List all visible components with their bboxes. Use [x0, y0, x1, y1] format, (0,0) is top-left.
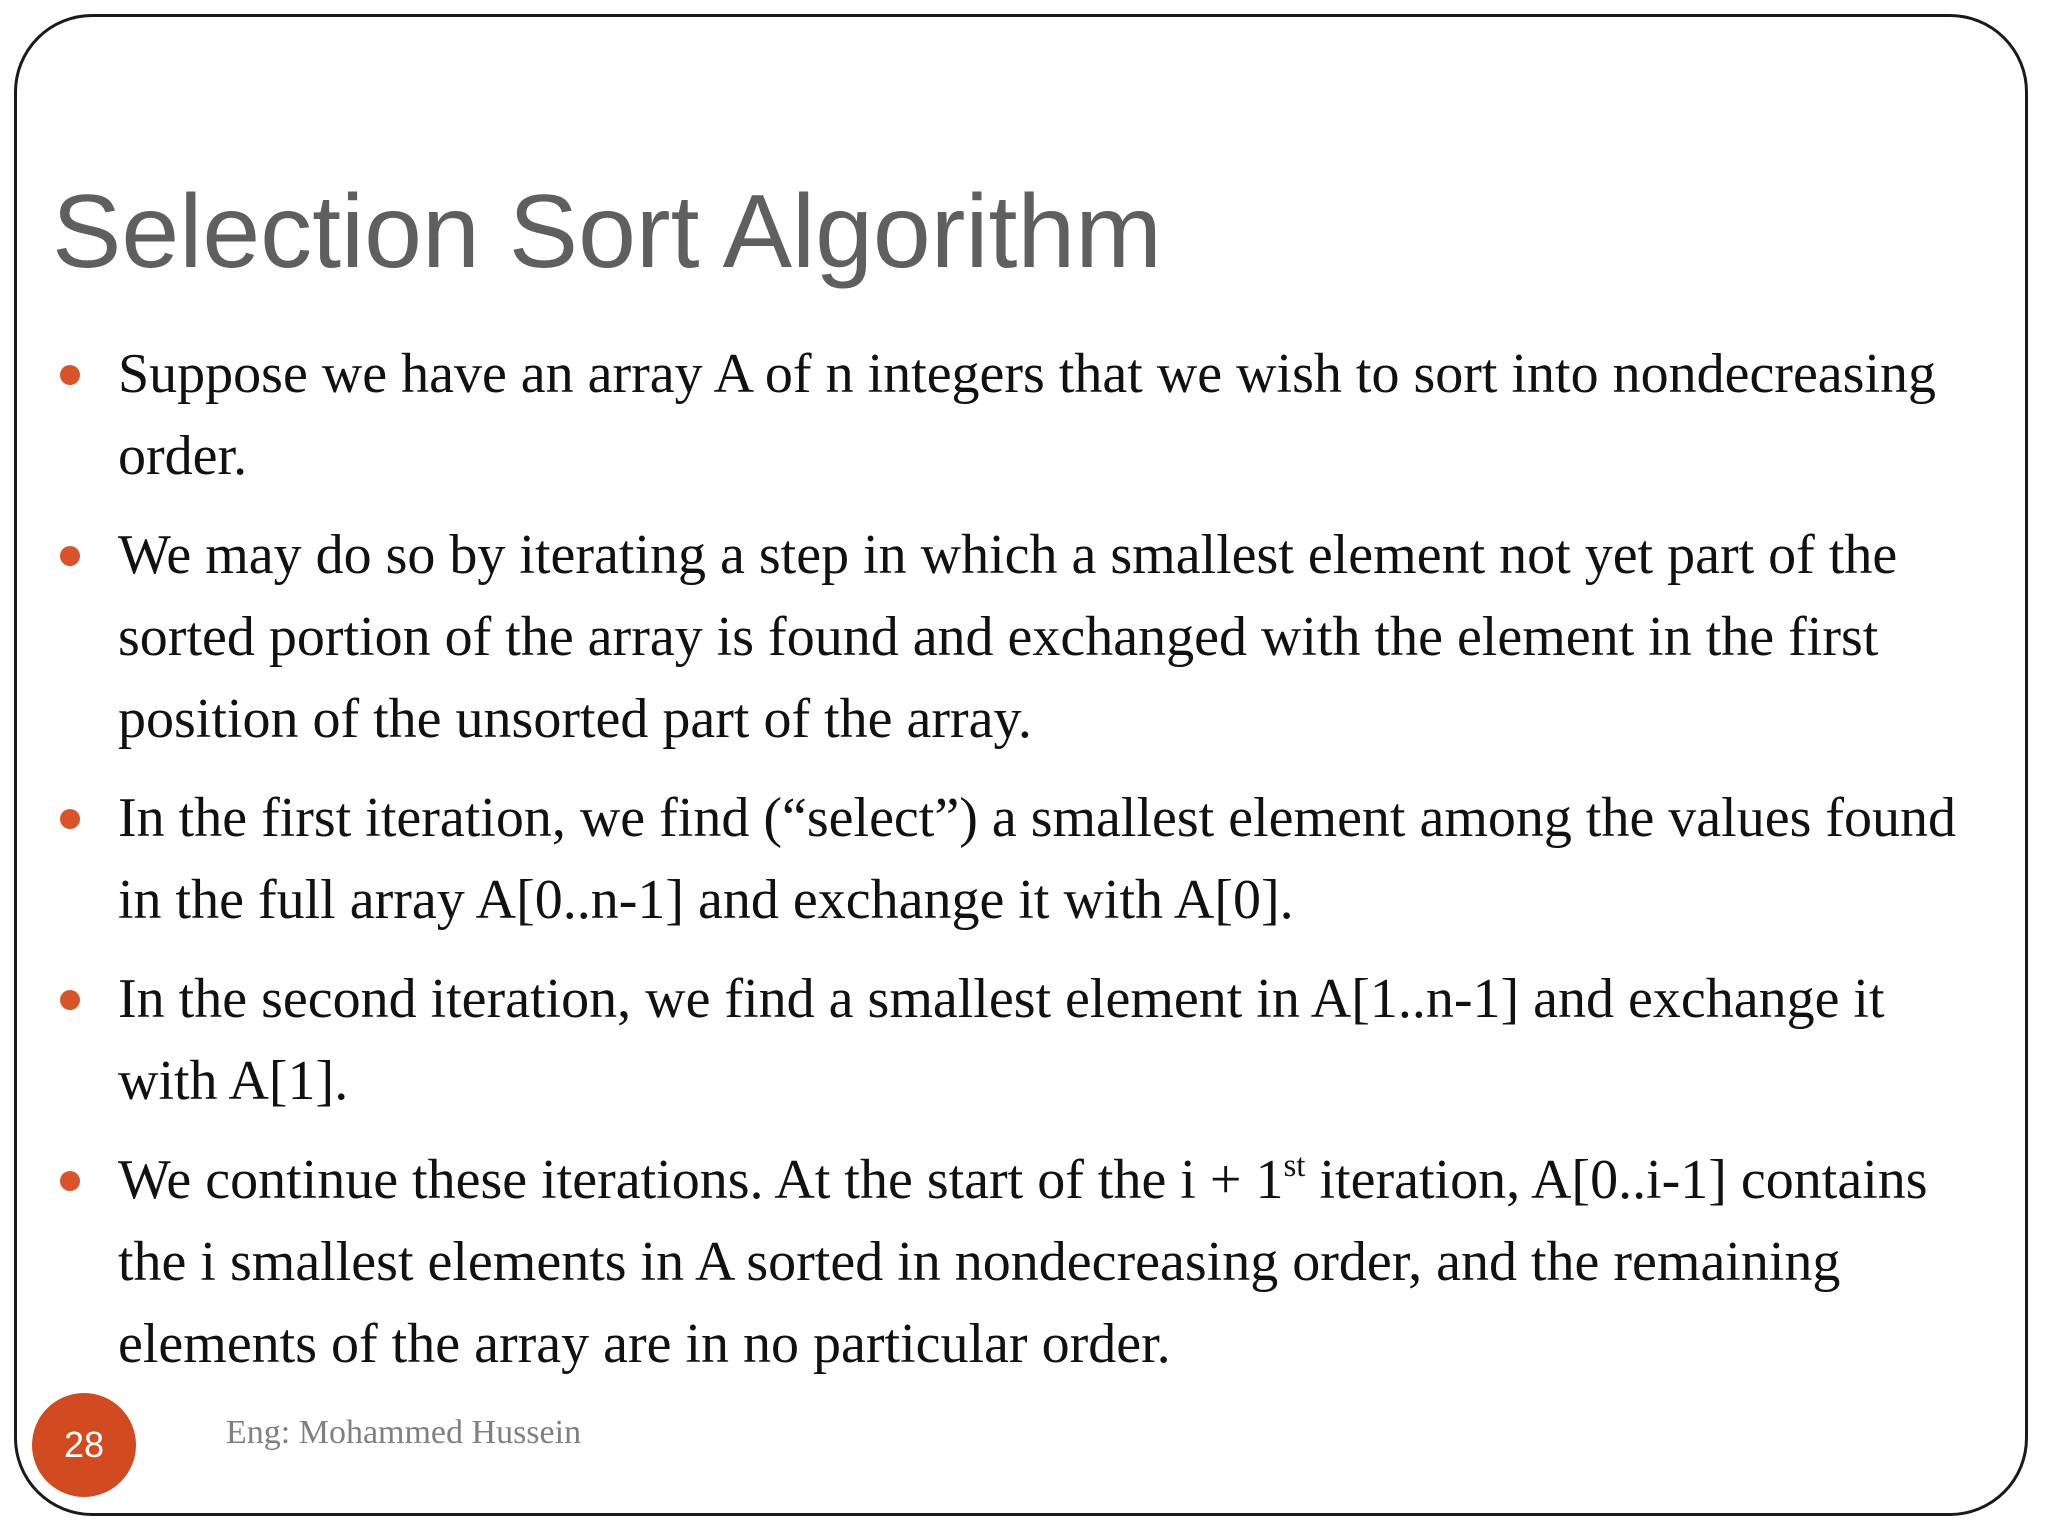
page-number: 28 [63, 1424, 105, 1465]
bullet-dot-icon [60, 365, 80, 385]
bullet-item [52, 958, 1982, 1122]
bullet-dot-icon [60, 809, 80, 829]
bullet-text-after-superscript: iteration, A[0..i-1] contains the i smallest elements in A sorted in nondecreasing order, and the remaining elements of the array are in no particular order. [118, 1149, 1928, 1375]
bullet-dot-icon [60, 546, 80, 566]
bullet-list [52, 333, 1982, 1402]
slide-title: Selection Sort Algorithm [52, 174, 1162, 290]
bullet-text-before-superscript: We continue these iterations. At the start of the i + 1 [118, 1149, 1284, 1211]
bullet-item [52, 514, 1982, 760]
footer-author: Eng: Mohammed Hussein [226, 1414, 582, 1451]
bullet-item [52, 333, 1982, 497]
bullet-text: In the second iteration, we find a smallest element in A[1..n-1] and exchange it with A[1]. [118, 968, 1885, 1112]
bullet-item [52, 777, 1982, 941]
ordinal-superscript: st [1283, 1148, 1306, 1184]
bullet-text: We may do so by iterating a step in which a smallest element not yet part of the sorted portion of the array is found and exchanged with the element in the first position of the unsorted part of the array. [118, 524, 1898, 750]
bullet-text: Suppose we have an array A of n integers that we wish to sort into nondecreasing order. [118, 343, 1937, 487]
bullet-dot-icon [60, 1171, 80, 1191]
page-number-badge [32, 1393, 136, 1497]
bullet-item [52, 1139, 1982, 1385]
bullet-text: In the first iteration, we find (“select”) a smallest element among the values found in the full array A[0..n-1] and exchange it with A[0]. [118, 787, 1957, 931]
bullet-dot-icon [60, 990, 80, 1010]
